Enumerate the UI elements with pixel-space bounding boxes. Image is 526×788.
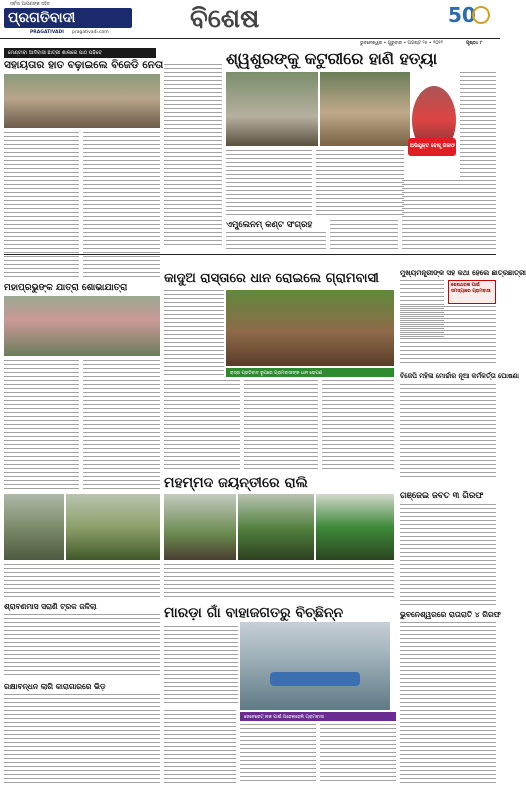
headline-bhubaneswar: ଭୁବନେଶ୍ୱରରେ ରାତାରାତି ୪ ଗିରଫ [400,610,501,619]
body-kadua-left [164,290,224,376]
green-caption-bar: ରାସ୍ତା ପ୍ରତିବାଦ ରୂପରେ ଗ୍ରାମବାସୀଙ୍କ ଧାନ ରୋପଣ [226,368,394,377]
accused-badge: ଅଭିଯୁକ୍ତ ବୋହୂ ଗିରଫ [408,138,456,156]
headline-sub-band: ଏମ୍ପ୍ଲେନମ୍‌ କଣ୍ଟ ସଂଗ୍ରହ [226,220,313,230]
photo-rally-5 [316,494,394,560]
body-shwashura-2 [316,150,404,218]
body-sub-band-1 [226,232,326,252]
headline-mukhyamantri: ମୁଖ୍ୟମନ୍ତ୍ରୀଙ୍କ ସହ କଥା ହେଲେ ଛାତ୍ରଛାତ୍ରୀ [400,269,526,277]
photo-crime-scene-1 [226,72,318,146]
body-sahayata-1 [4,132,79,278]
headline-kadua: କାଦୁଅ ରାସ୍ତାରେ ଧାନ ରୋଇଲେ ଗ୍ରାମବାସୀ [164,271,379,286]
photo-paddy-planting [226,290,394,366]
headline-ganjei: ଗଞ୍ଜେଇ ଜବତ ୩ ଗିରଫ [400,491,484,501]
body-marada-left [164,626,238,704]
body-mahammad-1 [4,564,160,600]
body-marada-1 [164,710,236,784]
photo-sahayata [4,74,160,128]
body-shravan [4,614,160,678]
body-kadua-2 [244,380,318,470]
dateline: ଭୁବନେଶ୍ୱର • ଗୁରୁବାର • ଅଗଷ୍ଟ ୨୫ • ୨୦୨୨ [360,41,443,46]
photo-rally-1 [4,494,64,560]
logo-sub: PRAGATIVADI [30,30,64,35]
body-bijepur [400,384,496,480]
mukhyamantri-box: ଶେଷଥରକ ପାଇଁ ସମସ୍ୟାରେ ଗ୍ରାମବାସୀ [448,280,496,304]
masthead [0,0,500,46]
kicker-ribbon: ମେଣ୍ଟାବା ଆଦିବାସୀ ଛାତ୍ରୀ ଶାଳାରେ ପାଠ ପଢିବେ [4,48,156,58]
body-right-top [402,180,496,250]
photo-crime-scene-2 [320,72,410,146]
body-center-top [164,64,222,246]
purple-caption-bar: ଜେନେରେଟ୍ ନାକ ପାଇଁ ଅହେଲାହେଲି ଗ୍ରାମବାସୀ [240,712,396,721]
boat-shape [270,672,360,686]
headline-bijepur: ବିଜେପି ମହିଳା ମୋର୍ଚ୍ଚାର ନୂଆ କର୍ମକର୍ତ୍ତା ଘୋଷଣା [400,372,520,380]
website: pragativadi.com [72,30,109,35]
headline-shravan: ଶ୍ରାବଣମାସ ସରାଣି ଟ୍ରକ ଜଳିଲା [4,602,97,611]
headline-mahaprabhu: ମହାପ୍ରଭୁଙ୍କ ଯାତ୍ରା ଶୋଭାଯାତ୍ରା [4,283,128,293]
headline-marada: ମାରଡ଼ା ଗାଁ ବାହାଜଗତରୁ ବିଚ୍ଛିନ୍ନ [164,605,344,621]
headline-sahayata: ସହାୟତାର ହାତ ବଢ଼ାଇଲେ ବିଜେଡି ନେତା [4,59,164,71]
section-title: ବିଶେଷ [190,4,260,34]
photo-rally-3 [164,494,236,560]
page-number: ପୃଷ୍ଠା: ୮ [466,41,483,46]
body-sahayata-2 [83,132,160,278]
body-sub-band-2 [330,220,398,252]
body-ganjei [400,504,496,606]
headline-rakshabandhan: ରକ୍ଷାବନ୍ଧନ ଲାଗି କାରାଗାରରେ ଭିଡ଼ [4,682,106,691]
anniversary-logo: 50 [448,4,492,28]
body-kadua-1 [164,380,240,470]
body-bhubaneswar [400,622,496,784]
body-marada-2 [240,724,316,784]
headline-shwashura: ଶ୍ୱଶୁରଙ୍କୁ କଟୁରୀରେ ହାଣି ହତ୍ୟା [226,49,438,68]
divider-row2 [4,254,496,255]
body-shwashura-right [460,72,496,178]
body-mukhyamantri-2 [400,306,496,366]
body-mahaprabhu-2 [83,360,160,490]
body-mahammad-2 [164,564,394,600]
logo: ପ୍ରଗତିବାଦୀ [8,10,76,26]
anniversary-ring [472,6,490,24]
body-mahaprabhu-1 [4,360,79,490]
headline-mahammad: ମହମ୍ମଦ ଜୟନ୍ତୀରେ ରାଲି [164,475,308,491]
body-marada-3 [320,724,396,784]
photo-boat [240,622,390,710]
body-kadua-3 [322,380,394,470]
tagline: ସର୍ବଦା ଆପଣଙ୍କ ସହିତ [10,2,50,7]
photo-procession [4,296,160,356]
masthead-rule [0,38,500,39]
photo-rally-2 [66,494,160,560]
body-rakshabandhan [4,694,160,784]
photo-rally-4 [238,494,314,560]
body-shwashura-1 [226,150,312,218]
